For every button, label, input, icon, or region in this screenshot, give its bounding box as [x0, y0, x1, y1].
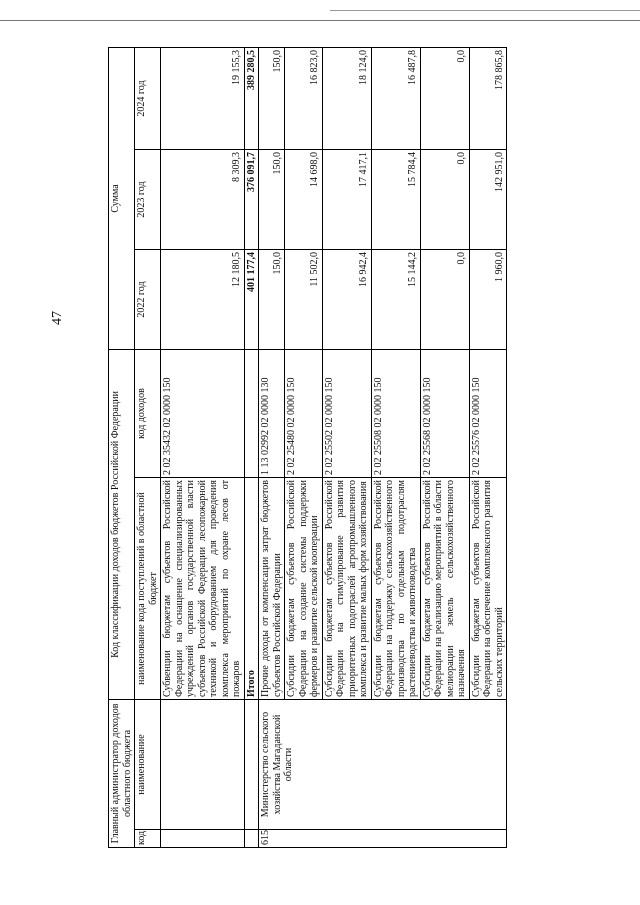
revenue-code-cell: 1 13 02992 02 0000 130	[259, 349, 285, 477]
admin-name-cell: Министерство сельского хозяйства Магаданской области	[259, 700, 507, 830]
admin-code-cell	[244, 830, 259, 848]
revenue-name-cell: Субвенции бюджетам субъектов Российской Федерации на оснащение специализированных учреждений органов государственной власти субъектов Российской Федерации лесопожарной техникой и оборудованием для проведения комплекса мероприятий по охране лесов от пожаров	[161, 478, 245, 700]
total-2022-cell: 401 177,4	[244, 249, 259, 349]
total-2024-cell: 389 280,5	[244, 47, 259, 149]
classif-code-header: код доходов	[135, 349, 161, 477]
admin-code-cell: 615	[259, 830, 507, 848]
value-2022-cell: 1 960,0	[469, 249, 507, 349]
revenue-code-cell: 2 02 25502 02 0000 150	[322, 349, 371, 477]
revenue-table	[108, 47, 507, 848]
value-2022-cell: 11 502,0	[285, 249, 323, 349]
value-2024-cell: 19 155,3	[161, 47, 245, 149]
header-row-1	[109, 47, 135, 847]
revenue-code-cell: 2 02 25568 02 0000 150	[420, 349, 469, 477]
value-2024-cell: 0,0	[420, 47, 469, 149]
header-rule-short	[330, 10, 640, 11]
value-2024-cell: 18 124,0	[322, 47, 371, 149]
value-2022-cell: 150,0	[259, 249, 285, 349]
rotated-page-content	[108, 48, 548, 848]
sum-group-header: Сумма	[109, 47, 135, 349]
value-2022-cell: 15 144,2	[371, 249, 420, 349]
revenue-name-cell: Субсидии бюджетам субъектов Российской Федерации на стимулирование развития приоритетных подотраслей агропромышленного комплекса и развитие малых форм хозяйствования	[322, 478, 371, 700]
value-2023-cell: 15 784,4	[371, 149, 420, 249]
header-row-2	[135, 47, 161, 847]
value-2023-cell: 142 951,0	[469, 149, 507, 249]
revenue-name-cell: Субсидии бюджетам субъектов Российской Федерации на поддержку сельскохозяйственного производства по отдельным подотраслям растениеводства и животноводства	[371, 478, 420, 700]
admin-name-cell	[161, 700, 245, 830]
value-2024-cell: 178 865,8	[469, 47, 507, 149]
total-row	[244, 47, 259, 847]
table-row	[161, 47, 245, 847]
total-2023-cell: 376 091,7	[244, 149, 259, 249]
revenue-code-cell: 2 02 35432 02 0000 150	[161, 349, 245, 477]
classif-group-header: Код классификации доходов бюджетов Российской Федерации	[109, 349, 135, 699]
value-2023-cell: 150,0	[259, 149, 285, 249]
value-2023-cell: 0,0	[420, 149, 469, 249]
table-row	[259, 47, 285, 847]
value-2023-cell: 8 309,3	[161, 149, 245, 249]
value-2022-cell: 12 180,5	[161, 249, 245, 349]
revenue-name-cell: Прочие доходы от компенсации затрат бюджетов субъектов Российской Федерации	[259, 478, 285, 700]
admin-code-header: код	[135, 830, 161, 848]
revenue-name-cell: Субсидии бюджетам субъектов Российской Федерации на обеспечение комплексного развития сельских территорий	[469, 478, 507, 700]
revenue-code-cell: 2 02 25508 02 0000 150	[371, 349, 420, 477]
header-rule	[0, 20, 640, 21]
admin-name-header: наименование	[135, 700, 161, 830]
total-label-cell: Итого	[244, 478, 259, 700]
page-number: 47	[50, 311, 65, 325]
value-2024-cell: 150,0	[259, 47, 285, 149]
year-2022-header: 2022 год	[135, 249, 161, 349]
value-2022-cell: 16 942,4	[322, 249, 371, 349]
year-2024-header: 2024 год	[135, 47, 161, 149]
revenue-code-cell	[244, 349, 259, 477]
value-2024-cell: 16 823,0	[285, 47, 323, 149]
revenue-code-cell: 2 02 25480 02 0000 150	[285, 349, 323, 477]
admin-group-header: Главный администратор доходов областного бюджета	[109, 700, 135, 848]
admin-name-cell	[244, 700, 259, 830]
value-2023-cell: 14 698,0	[285, 149, 323, 249]
value-2024-cell: 16 487,8	[371, 47, 420, 149]
revenue-code-cell: 2 02 25576 02 0000 150	[469, 349, 507, 477]
value-2022-cell: 0,0	[420, 249, 469, 349]
value-2023-cell: 17 417,1	[322, 149, 371, 249]
year-2023-header: 2023 год	[135, 149, 161, 249]
revenue-name-cell: Субсидии бюджетам субъектов Российской Федерации на создание системы поддержки фермеров и развитие сельской кооперации	[285, 478, 323, 700]
revenue-name-cell: Субсидии бюджетам субъектов Российской Федерации на реализацию мероприятий в области мелиорации земель сельскохозяйственного назначения	[420, 478, 469, 700]
admin-code-cell	[161, 830, 245, 848]
classif-name-header: наименование кода поступлений в областной бюджет	[135, 478, 161, 700]
